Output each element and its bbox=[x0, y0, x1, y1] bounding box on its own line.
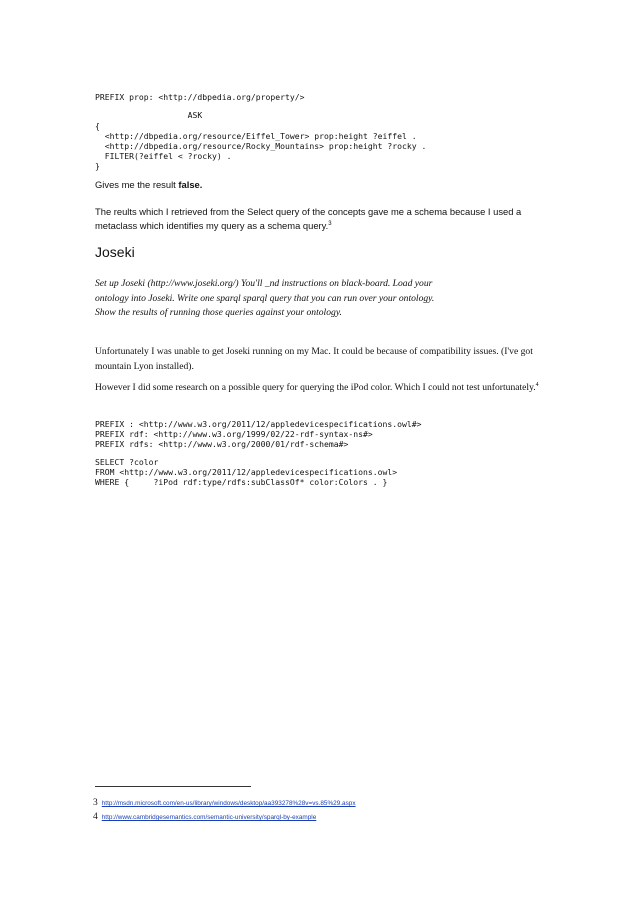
footnote-number: 4 bbox=[93, 812, 98, 822]
assignment-instructions: Set up Joseki (http://www.joseki.org/) You'll _nd instructions on black-board. Load your ontology into Joseki. Write one sparql sparql query that you can run over your ontology. Show the results of running those queries against your ontology. bbox=[95, 278, 435, 319]
code-line-ask: ASK bbox=[95, 110, 203, 120]
result-value: false. bbox=[178, 179, 203, 190]
code-line-from: FROM <http://www.w3.org/2011/12/appledevicespecifications.owl> bbox=[95, 467, 398, 477]
result-text: Gives me the result bbox=[95, 179, 179, 190]
footnote-3 bbox=[93, 798, 356, 808]
footnote-link-cambridge[interactable]: http://www.cambridgesemantics.com/semantic-university/sparql-by-example bbox=[101, 814, 317, 821]
footnote-ref-4[interactable]: 4 bbox=[535, 381, 539, 388]
code-line-select: SELECT ?color bbox=[95, 457, 159, 467]
section-heading: Joseki bbox=[95, 244, 135, 260]
schema-paragraph bbox=[95, 205, 565, 233]
footnote-separator bbox=[95, 786, 251, 787]
unable-paragraph: Unfortunately I was unable to get Joseki running on my Mac. It could be because of compatibility issues. (I've got mountain Lyon installed). bbox=[95, 346, 533, 372]
code-line-prefix-default: PREFIX : <http://www.w3.org/2011/12/appledevicespecifications.owl#> bbox=[95, 419, 422, 429]
code-line-where: WHERE { ?iPod rdf:type/rdfs:subClassOf* color:Colors . } bbox=[95, 477, 388, 487]
schema-paragraph-text: The reults which I retrieved from the Select query of the concepts gave me a schema because I used a metaclass which identifies my query as a schema query. bbox=[95, 206, 522, 232]
code-line-filter: FILTER(?eiffel < ?rocky) . bbox=[95, 151, 232, 161]
code-line-rocky: <http://dbpedia.org/resource/Rocky_Mountains> prop:height ?rocky . bbox=[95, 141, 427, 151]
research-paragraph bbox=[95, 381, 550, 396]
code-line-prefix-rdfs: PREFIX rdfs: <http://www.w3.org/2000/01/rdf-schema#> bbox=[95, 439, 349, 449]
code-line-prefix: PREFIX prop: <http://dbpedia.org/property/> bbox=[95, 92, 305, 102]
footnote-link-msdn[interactable]: http://msdn.microsoft.com/en-us/library/windows/desktop/aa393278%28v=vs.85%29.aspx bbox=[101, 800, 356, 807]
result-paragraph bbox=[95, 178, 555, 192]
code-line-open-brace: { bbox=[95, 121, 100, 131]
footnote-ref-3[interactable]: 3 bbox=[328, 221, 332, 228]
code-line-prefix-rdf: PREFIX rdf: <http://www.w3.org/1999/02/22-rdf-syntax-ns#> bbox=[95, 429, 373, 439]
research-paragraph-text: However I did some research on a possible query for querying the iPod color. Which I could not test unfortunately. bbox=[95, 382, 536, 393]
footnote-number: 3 bbox=[93, 798, 98, 808]
code-line-eiffel: <http://dbpedia.org/resource/Eiffel_Tower> prop:height ?eiffel . bbox=[95, 131, 417, 141]
footnote-4 bbox=[93, 812, 316, 822]
code-line-close-brace: } bbox=[95, 161, 100, 171]
